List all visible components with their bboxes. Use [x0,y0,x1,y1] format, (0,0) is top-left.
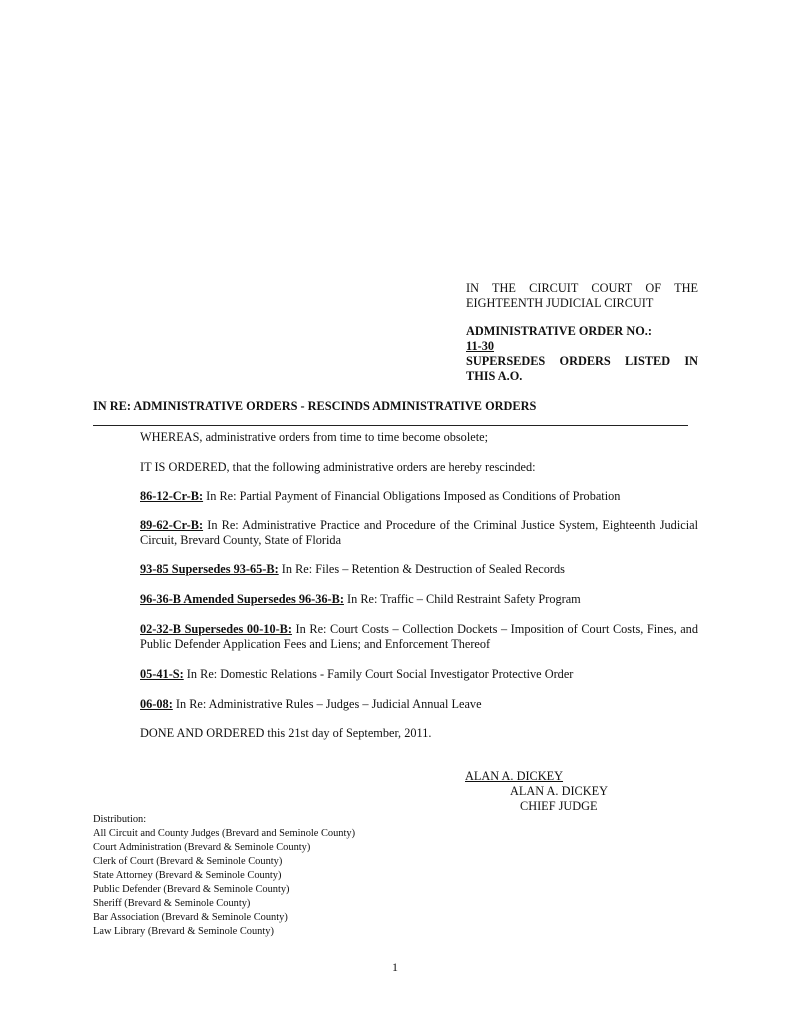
order-caption [466,324,698,384]
order-code: 96-36-B Amended Supersedes 96-36-B: [140,592,344,606]
list-item: Law Library (Brevard & Seminole County) [93,926,274,937]
order-description: In Re: Files – Retention & Destruction of Sealed Records [278,562,565,576]
page-number: 1 [392,960,398,974]
court-name-line1: IN THE CIRCUIT COURT OF THE [466,281,698,295]
whereas-paragraph: WHEREAS, administrative orders from time to time become obsolete; [140,430,488,444]
list-item: State Attorney (Brevard & Seminole County) [93,870,282,881]
order-description: In Re: Traffic – Child Restraint Safety Program [343,592,581,606]
court-caption [466,281,698,311]
order-description: In Re: Partial Payment of Financial Obligations Imposed as Conditions of Probation [203,489,621,503]
order-item [140,489,698,504]
order-number-label: ADMINISTRATIVE ORDER NO.: [466,324,652,338]
order-number: 11-30 [466,339,495,353]
list-item: Bar Association (Brevard & Seminole County) [93,912,288,923]
order-code: 02-32-B Supersedes 00-10-B: [140,622,292,636]
supersedes-line1: SUPERSEDES ORDERS LISTED IN [466,354,698,368]
order-description: In Re: Administrative Rules – Judges – Judicial Annual Leave [172,697,482,711]
order-item [140,697,698,712]
judge-signature: ALAN A. DICKEY [465,769,564,783]
judge-printed-name: ALAN A. DICKEY [510,784,609,798]
order-item [140,667,698,682]
order-item [140,518,698,547]
order-item [140,562,698,577]
order-description: In Re: Court Costs – Collection Dockets – Imposition of Court Costs, Fines, and Public Defender Application Fees and Liens; and Enforcement Thereof [140,622,698,651]
court-name-line2: EIGHTEENTH JUDICIAL CIRCUIT [466,296,654,310]
list-item: Clerk of Court (Brevard & Seminole County) [93,856,283,867]
heading-divider [93,425,688,426]
order-description: In Re: Domestic Relations - Family Court Social Investigator Protective Order [183,667,574,681]
order-code: 89-62-Cr-B: [140,518,204,532]
order-item [140,622,698,651]
order-code: 05-41-S: [140,667,184,681]
order-code: 86-12-Cr-B: [140,489,204,503]
in-re-heading: IN RE: ADMINISTRATIVE ORDERS - RESCINDS ADMINISTRATIVE ORDERS [93,399,537,413]
list-item: Public Defender (Brevard & Seminole County) [93,884,290,895]
order-item [140,592,698,607]
list-item: Court Administration (Brevard & Seminole County) [93,842,311,853]
done-and-ordered: DONE AND ORDERED this 21st day of September, 2011. [140,726,432,740]
distribution-list [93,813,355,939]
distribution-heading: Distribution: [93,814,147,825]
supersedes-line2: THIS A.O. [466,369,523,383]
list-item: All Circuit and County Judges (Brevard and Seminole County) [93,828,356,839]
order-code: 06-08: [140,697,173,711]
order-code: 93-85 Supersedes 93-65-B: [140,562,279,576]
list-item: Sheriff (Brevard & Seminole County) [93,898,251,909]
judge-title: CHIEF JUDGE [520,799,598,813]
ordered-paragraph: IT IS ORDERED, that the following administrative orders are hereby rescinded: [140,460,536,474]
order-description: In Re: Administrative Practice and Procedure of the Criminal Justice System, Eighteenth Judicial Circuit, Brevard County, State of Florida [140,518,698,547]
